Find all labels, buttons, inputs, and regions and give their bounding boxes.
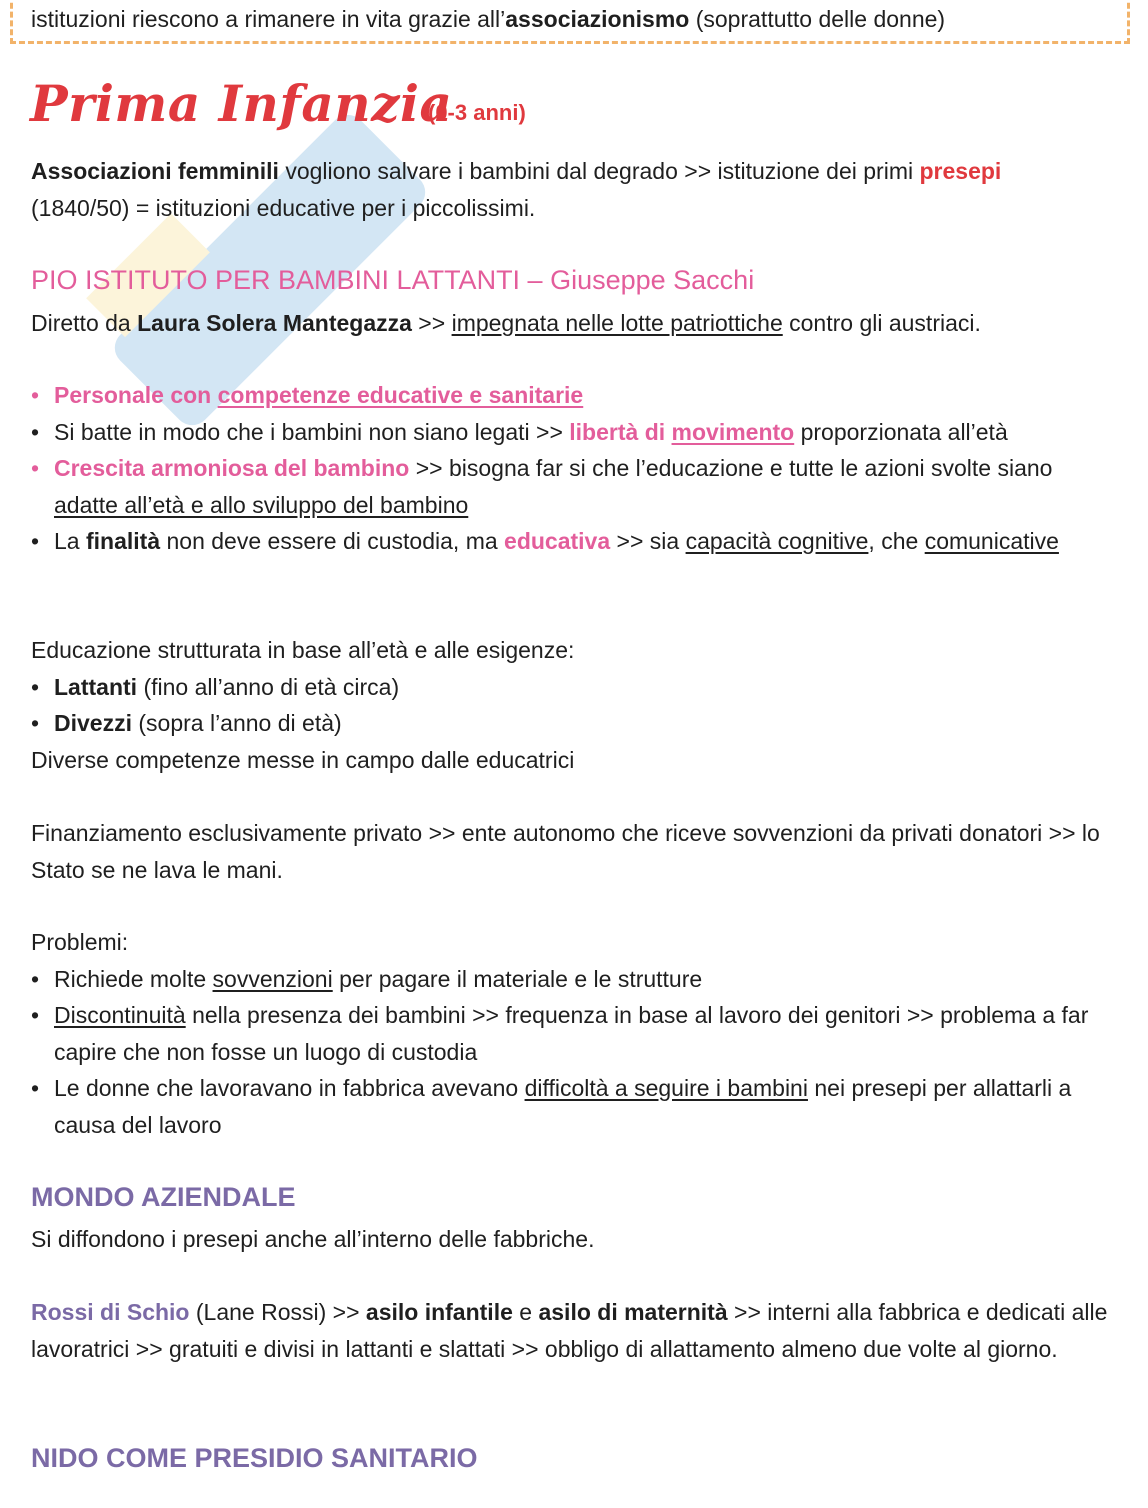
intro-paragraph: Associazioni femminili vogliono salvare i bambini dal degrado >> istituzione dei primi presepi (1840/50) = istituzioni educative per i piccolissimi.: [31, 158, 1002, 221]
list-item: • Lattanti (fino all’anno di età circa): [31, 669, 1116, 706]
section-heading-pio-istituto: PIO ISTITUTO PER BAMBINI LATTANTI – Giuseppe Sacchi: [31, 265, 755, 295]
features-list: [31, 377, 1116, 560]
page-title: Prima Infanzia: [30, 74, 453, 133]
list-item: • Personale con competenze educative e sanitarie: [31, 377, 1116, 414]
education-paragraph: Educazione strutturata in base all’età e alle esigenze: • Lattanti (fino all’anno di età circa) • Divezzi (sopra l’anno di età) Diverse competenze messe in campo dalle educatrici: [31, 632, 1116, 778]
page-subtitle-age: (0-3 anni): [428, 100, 526, 125]
list-item: • Crescita armoniosa del bambino >> bisogna far si che l’educazione e tutte le azioni svolte siano adatte all’età e allo sviluppo del bambino: [31, 450, 1116, 523]
rossi-paragraph: Rossi di Schio (Lane Rossi) >> asilo infantile e asilo di maternità >> interni alla fabbrica e dedicati alle lavoratrici >> gratuiti e divisi in lattanti e slattati >> obbligo di allattamento almeno due volte al giorno.: [31, 1299, 1108, 1362]
list-item: • Discontinuità nella presenza dei bambini >> frequenza in base al lavoro dei genitori >> problema a far capire che non fosse un luogo di custodia: [31, 997, 1116, 1070]
director-paragraph: Diretto da Laura Solera Mantegazza >> impegnata nelle lotte patriottiche contro gli austriaci.: [31, 310, 981, 336]
funding-paragraph: Finanziamento esclusivamente privato >> ente autonomo che riceve sovvenzioni da privati donatori >> lo Stato se ne lava le mani.: [31, 820, 1100, 883]
problems-paragraph: Problemi: • Richiede molte sovvenzioni per pagare il materiale e le strutture • Discontinuità nella presenza dei bambini >> frequenza in base al lavoro dei genitori >> problema a far capire che non fosse un luogo di custodia • Le donne che lavoravano in fabbrica avevano difficoltà a seguire i bambini nei presepi per allattarli a causa del lavoro: [31, 924, 1116, 1143]
list-item: • Le donne che lavoravano in fabbrica avevano difficoltà a seguire i bambini nei presepi per allattarli a causa del lavoro: [31, 1070, 1116, 1143]
callout-text: istituzioni riescono a rimanere in vita grazie all’associazionismo (soprattutto delle donne): [31, 6, 946, 32]
factories-line: Si diffondono i presepi anche all’interno delle fabbriche.: [31, 1226, 595, 1252]
list-item: • Divezzi (sopra l’anno di età): [31, 705, 1116, 742]
list-item: • Richiede molte sovvenzioni per pagare il materiale e le strutture: [31, 961, 1116, 998]
list-item: • La finalità non deve essere di custodia, ma educativa >> sia capacità cognitive, che comunicative: [31, 523, 1116, 560]
section-heading-nido: NIDO COME PRESIDIO SANITARIO: [31, 1443, 478, 1473]
list-item: • Si batte in modo che i bambini non siano legati >> libertà di movimento proporzionata all’età: [31, 414, 1116, 451]
section-heading-mondo-aziendale: MONDO AZIENDALE: [31, 1182, 296, 1212]
